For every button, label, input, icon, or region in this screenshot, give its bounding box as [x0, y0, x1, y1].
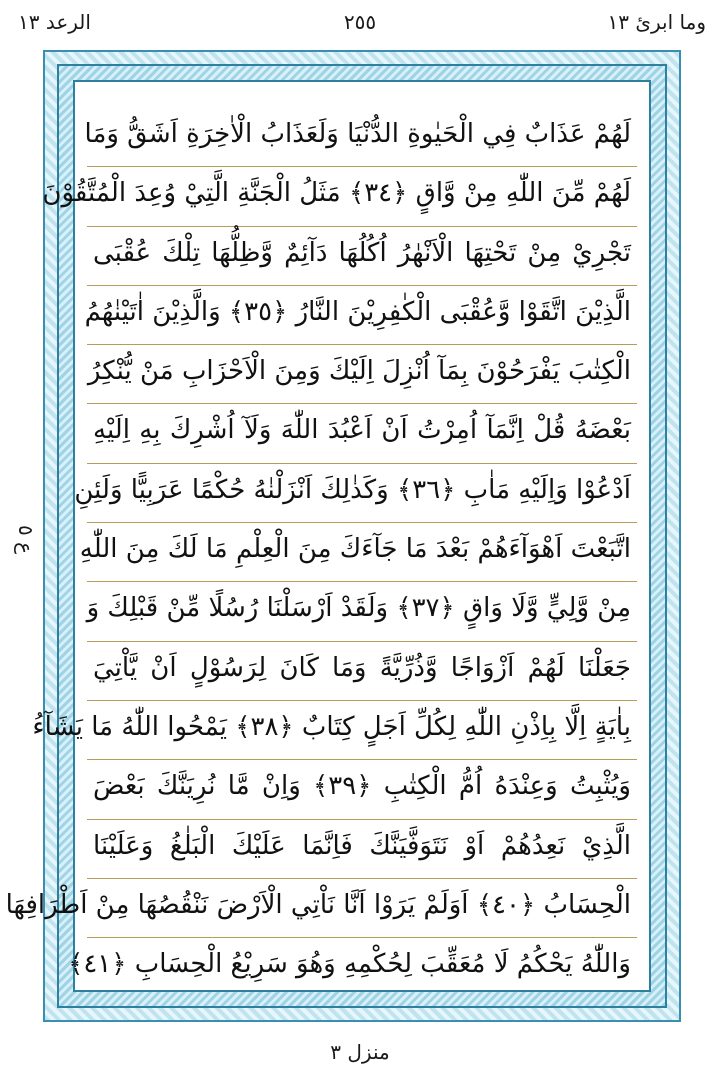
- verse-line: بَعْضَهُ قُلْ اِنَّمَآ اُمِرْتُ اَنْ اَعْبُدَ اللّٰهَ وَلَآ اُشْرِكَ بِهِ اِلَيْهِ: [87, 404, 637, 463]
- verse-line: اتَّبَعْتَ اَهْوَآءَهُمْ بَعْدَ مَا جَآءَكَ مِنَ الْعِلْمِ مَا لَكَ مِنَ اللّٰهِ: [87, 523, 637, 582]
- verse-line: لَهُمْ عَذَابٌ فِي الْحَيٰوةِ الدُّنْيَا وَلَعَذَابُ الْاٰخِرَةِ اَشَقُّ وَمَا: [87, 108, 637, 167]
- verse-line: اَدْعُوْا وَاِلَيْهِ مَاٰبِ ﴿٣٦﴾ وَكَذٰلِكَ اَنْزَلْنٰهُ حُكْمًا عَرَبِيًّا وَلَئِنِ: [87, 464, 637, 523]
- verse-line: الْحِسَابُ ﴿٤٠﴾ اَوَلَمْ يَرَوْا اَنَّا نَاْتِي الْاَرْضَ نَنْقُصُهَا مِنْ اَطْرَافِهَا: [87, 879, 637, 938]
- verse-line: جَعَلْنَا لَهُمْ اَزْوَاجًا وَّذُرِّيَّةً وَمَا كَانَ لِرَسُوْلٍ اَنْ يَّاْتِيَ: [87, 642, 637, 701]
- verse-line: مِنْ وَّلِيٍّ وَّلَا وَاقٍ ﴿٣٧﴾ وَلَقَدْ اَرْسَلْنَا رُسُلًا مِّنْ قَبْلِكَ وَ: [87, 582, 637, 641]
- verse-line: الَّذِيْنَ اتَّقَوْا وَّعُقْبَى الْكٰفِرِيْنَ النَّارُ ﴿٣٥﴾ وَالَّذِيْنَ اٰتَيْنٰهُمُ: [87, 286, 637, 345]
- surah-name: الرعد ١٣: [18, 10, 91, 34]
- ruku-marker: ع ٥: [14, 525, 38, 555]
- verse-line: لَهُمْ مِّنَ اللّٰهِ مِنْ وَّاقٍ ﴿٣٤﴾ مَثَلُ الْجَنَّةِ الَّتِيْ وُعِدَ الْمُتَّقُوْنَ: [87, 167, 637, 226]
- juz-name: وما ابرئ ١٣: [607, 10, 706, 34]
- page-header: [0, 0, 720, 46]
- verse-line: الَّذِيْ نَعِدُهُمْ اَوْ نَتَوَفَّيَنَّكَ فَاِنَّمَا عَلَيْكَ الْبَلٰغُ وَعَلَيْنَا: [87, 820, 637, 879]
- verse-line: وَيُثْبِتُ وَعِنْدَهُ اُمُّ الْكِتٰبِ ﴿٣٩﴾ وَاِنْ مَّا نُرِيَنَّكَ بَعْضَ: [87, 760, 637, 819]
- verse-line: وَاللّٰهُ يَحْكُمُ لَا مُعَقِّبَ لِحُكْمِهِ وَهُوَ سَرِيْعُ الْحِسَابِ ﴿٤١﴾: [68, 949, 631, 980]
- page-number: ٢٥٥: [343, 10, 377, 34]
- manzil-label: منزل ٣: [330, 1040, 390, 1064]
- verse-line: تَجْرِيْ مِنْ تَحْتِهَا الْاَنْهٰرُ اُكُلُهَا دَآئِمٌ وَّظِلُّهَا تِلْكَ عُقْبَى: [87, 227, 637, 286]
- verse-line: الْكِتٰبَ يَفْرَحُوْنَ بِمَآ اُنْزِلَ اِلَيْكَ وَمِنَ الْاَحْزَابِ مَنْ يُّنْكِرُ: [87, 345, 637, 404]
- verse-line: بِاٰيَةٍ اِلَّا بِاِذْنِ اللّٰهِ لِكُلِّ اَجَلٍ كِتَابٌ ﴿٣٨﴾ يَمْحُوا اللّٰهُ مَا يَشَآءُ: [87, 701, 637, 760]
